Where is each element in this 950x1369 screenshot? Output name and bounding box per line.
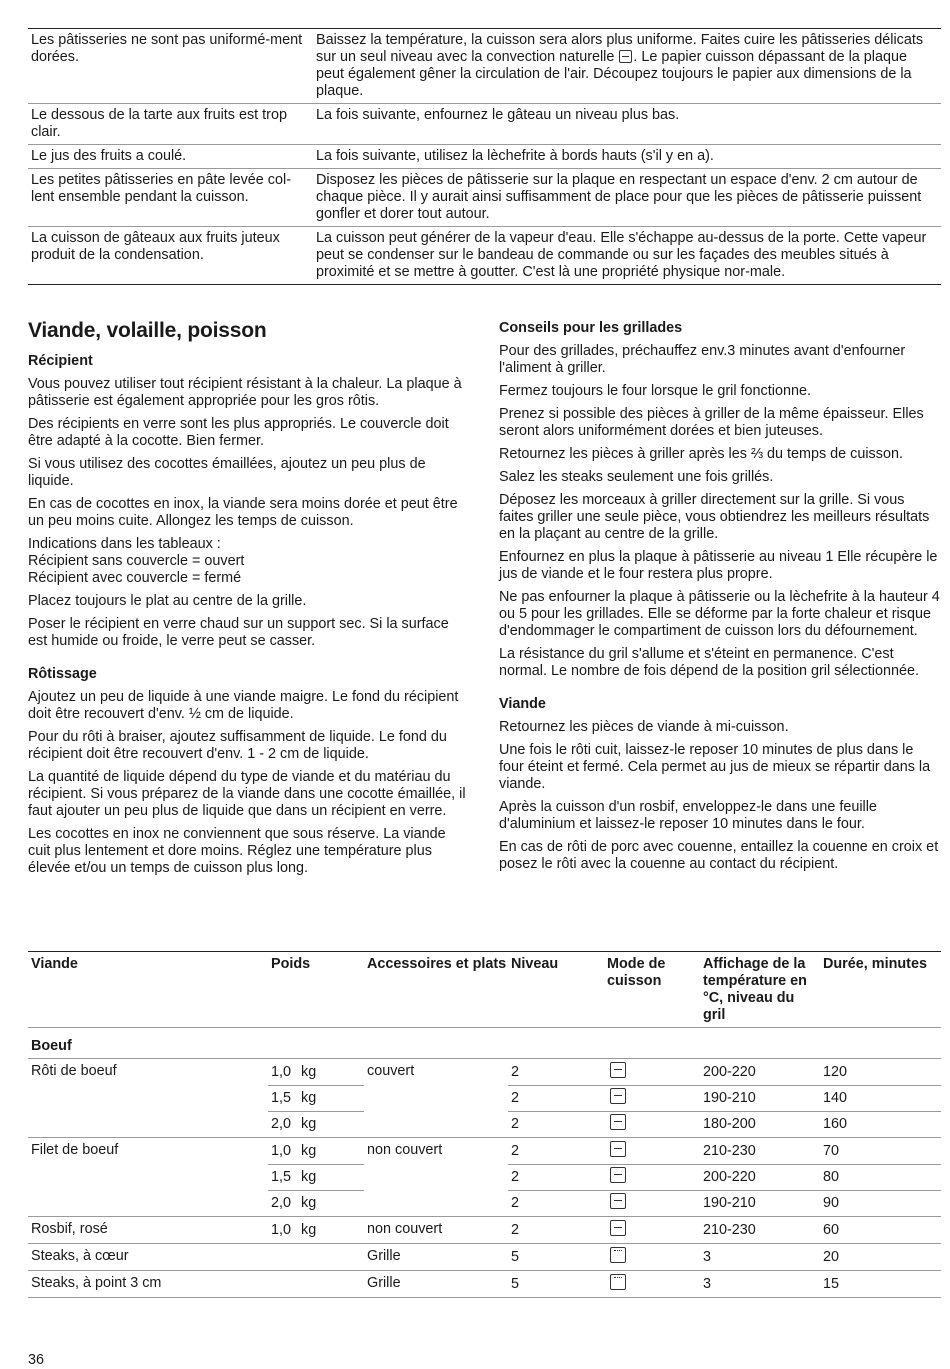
weight-cell bbox=[268, 1111, 364, 1137]
weight-value: 1,0 bbox=[271, 1142, 292, 1159]
duration-cell: 80 bbox=[823, 1169, 840, 1185]
problem-cell: Les pâtisseries ne sont pas uniformé-ment dorées. bbox=[31, 32, 303, 65]
section-title: Viande, volaille, poisson bbox=[28, 319, 267, 342]
header-niveau: Niveau bbox=[511, 956, 559, 972]
table-row bbox=[508, 1217, 941, 1243]
header-mode: Mode de cuisson bbox=[607, 956, 666, 989]
header-poids: Poids bbox=[271, 956, 311, 972]
level-cell: 2 bbox=[511, 1169, 520, 1185]
weight-cell bbox=[268, 1059, 364, 1085]
meat-table bbox=[28, 951, 941, 1298]
table-row bbox=[508, 1190, 941, 1216]
problem-cell: Le dessous de la tarte aux fruits est trop clair. bbox=[31, 107, 287, 140]
level-cell: 2 bbox=[511, 1063, 520, 1080]
temperature-cell: 210-230 bbox=[703, 1221, 756, 1238]
table-row bbox=[508, 1244, 941, 1270]
duration-cell: 20 bbox=[823, 1248, 840, 1265]
convection-icon bbox=[610, 1141, 626, 1157]
table-row bbox=[508, 1059, 941, 1085]
convection-icon bbox=[610, 1062, 626, 1078]
weight-unit: kg bbox=[301, 1221, 317, 1238]
temperature-cell: 200-220 bbox=[703, 1169, 756, 1185]
weight-cell bbox=[268, 1271, 364, 1297]
paragraph: Après la cuisson d'un rosbif, enveloppez-le dans une feuille d'aluminium et laissez-le reposer 10 minutes dans le four. bbox=[499, 799, 877, 832]
weight-cell bbox=[268, 1085, 364, 1111]
indications-line: Récipient sans couvercle = ouvert bbox=[28, 553, 245, 569]
paragraph: Déposez les morceaux à griller directement sur la grille. Si vous faites griller une seule pièce, vous obtiendrez les meilleurs résultats en la plaçant au centre de la grille. bbox=[499, 492, 930, 542]
weight-value: 1,5 bbox=[271, 1090, 292, 1106]
table-row bbox=[508, 1111, 941, 1137]
temperature-cell: 210-230 bbox=[703, 1142, 756, 1159]
table-row bbox=[508, 1085, 941, 1111]
solution-cell bbox=[316, 32, 941, 100]
paragraph: Salez les steaks seulement une fois grillés. bbox=[499, 469, 774, 485]
paragraph: Pour des grillades, préchauffez env.3 minutes avant d'enfourner l'aliment à griller. bbox=[499, 343, 906, 376]
recipient-heading: Récipient bbox=[28, 353, 93, 369]
weight-column bbox=[268, 1244, 364, 1270]
mode-cell bbox=[604, 1062, 700, 1083]
paragraph: Les cocottes en inox ne conviennent que sous réserve. La viande cuit plus lentement et dore moins. Réglez une température plus élevée et/ou un temps de cuisson plus long. bbox=[28, 826, 446, 876]
weight-column bbox=[268, 1059, 364, 1137]
mode-cell bbox=[604, 1088, 700, 1109]
values-column bbox=[508, 1138, 941, 1216]
paragraph: Ne pas enfourner la plaque à pâtisserie ou la lèchefrite à la hauteur 4 ou 5 pour les grillades. Elle se déforme par la forte chaleur et risque d'endommager le compartiment de cuisson lors du défournement. bbox=[499, 589, 940, 639]
level-cell: 2 bbox=[511, 1142, 520, 1159]
solution-text: Baissez la température, la cuisson sera alors plus uniforme. Faites cuire les pâtisseries délicats sur un seul niveau avec la convection naturelle bbox=[316, 32, 924, 65]
header-temperature: Affichage de la température en °C, niveau du gril bbox=[703, 956, 807, 1023]
mode-cell bbox=[604, 1193, 700, 1214]
weight-cell bbox=[268, 1164, 364, 1190]
troubleshoot-row bbox=[28, 169, 941, 227]
level-cell: 2 bbox=[511, 1090, 520, 1106]
troubleshoot-row bbox=[28, 145, 941, 169]
accessory: Grille bbox=[367, 1248, 401, 1264]
values-column bbox=[508, 1271, 941, 1297]
mode-cell bbox=[604, 1220, 700, 1241]
temperature-cell: 3 bbox=[703, 1275, 712, 1292]
problem-cell: Les petites pâtisseries en pâte levée col-lent ensemble pendant la cuisson. bbox=[31, 172, 291, 205]
weight-cell bbox=[268, 1190, 364, 1216]
convection-icon bbox=[610, 1193, 626, 1209]
indications-line: Indications dans les tableaux : bbox=[28, 536, 221, 552]
header-accessoires: Accessoires et plats bbox=[367, 956, 507, 972]
solution-text: . Le papier cuisson dépassant de la plaque peut également gêner la circulation de l'air. Découpez toujours le papier aux dimensions de la plaque. bbox=[316, 49, 912, 99]
grill-icon bbox=[610, 1247, 626, 1263]
paragraph: La résistance du gril s'allume et s'éteint en permanence. C'est normal. Le nombre de fois dépend de la position gril sélectionnée. bbox=[499, 646, 919, 679]
weight-unit: kg bbox=[301, 1090, 317, 1106]
page-number: 36 bbox=[28, 1352, 45, 1368]
paragraph: Fermez toujours le four lorsque le gril fonctionne. bbox=[499, 383, 811, 399]
meat-name: Filet de boeuf bbox=[31, 1142, 119, 1158]
grill-icon bbox=[610, 1274, 626, 1290]
weight-unit: kg bbox=[301, 1142, 317, 1159]
paragraph: En cas de rôti de porc avec couenne, entaillez la couenne en croix et posez le rôti avec la couenne au contact du récipient. bbox=[499, 839, 939, 872]
meat-name: Rosbif, rosé bbox=[31, 1221, 108, 1237]
duration-cell: 160 bbox=[823, 1116, 848, 1132]
paragraph: La quantité de liquide dépend du type de viande et du matériau du récipient. Si vous préparez de la viande dans une cocotte émaillée, il faut ajouter un peu plus de liquide que dans un récipient en verre. bbox=[28, 769, 466, 819]
problem-cell: Le jus des fruits a coulé. bbox=[31, 148, 187, 164]
meat-name: Steaks, à point 3 cm bbox=[31, 1275, 162, 1291]
troubleshoot-row bbox=[28, 29, 941, 104]
weight-cell bbox=[268, 1217, 364, 1243]
left-column bbox=[28, 318, 468, 883]
weight-column bbox=[268, 1217, 364, 1243]
convection-icon bbox=[619, 50, 632, 63]
temperature-cell: 3 bbox=[703, 1248, 712, 1265]
temperature-cell: 200-220 bbox=[703, 1063, 756, 1080]
duration-cell: 70 bbox=[823, 1142, 840, 1159]
level-cell: 2 bbox=[511, 1195, 520, 1211]
solution-cell: La fois suivante, utilisez la lèchefrite à bords hauts (s'il y en a). bbox=[316, 148, 714, 164]
duration-cell: 15 bbox=[823, 1275, 840, 1292]
paragraph: Poser le récipient en verre chaud sur un support sec. Si la surface est humide ou froide, le verre peut se casser. bbox=[28, 616, 449, 649]
paragraph: Prenez si possible des pièces à griller de la même épaisseur. Elles seront alors uniformément dorées et bien juteuses. bbox=[499, 406, 924, 439]
weight-value: 1,0 bbox=[271, 1221, 292, 1238]
accessory: non couvert bbox=[367, 1142, 443, 1158]
paragraph: Si vous utilisez des cocottes émaillées, ajoutez un peu plus de liquide. bbox=[28, 456, 426, 489]
troubleshoot-row bbox=[28, 104, 941, 145]
temperature-cell: 180-200 bbox=[703, 1116, 756, 1132]
solution-cell: La fois suivante, enfournez le gâteau un niveau plus bas. bbox=[316, 107, 680, 123]
mode-cell bbox=[604, 1114, 700, 1135]
weight-column bbox=[268, 1138, 364, 1216]
duration-cell: 90 bbox=[823, 1195, 840, 1211]
table-header bbox=[28, 952, 941, 1028]
weight-value: 2,0 bbox=[271, 1195, 292, 1211]
solution-cell: La cuisson peut générer de la vapeur d'eau. Elle s'échappe au-dessus de la porte. Cette vapeur peut se condenser sur le bandeau de commande ou sur les façades des meubles situés à proximité et se mettre à goutter. C'est là une propriété physique nor-male. bbox=[316, 230, 927, 280]
level-cell: 2 bbox=[511, 1116, 520, 1132]
level-cell: 2 bbox=[511, 1221, 520, 1238]
rotissage-heading: Rôtissage bbox=[28, 666, 97, 682]
duration-cell: 140 bbox=[823, 1090, 848, 1106]
header-viande: Viande bbox=[31, 956, 78, 972]
weight-unit: kg bbox=[301, 1169, 317, 1185]
duration-cell: 120 bbox=[823, 1063, 848, 1080]
duration-cell: 60 bbox=[823, 1221, 840, 1238]
mode-cell bbox=[604, 1167, 700, 1188]
troubleshoot-table bbox=[28, 28, 941, 285]
paragraph: Enfournez en plus la plaque à pâtisserie au niveau 1 Elle récupère le jus de viande et le four restera plus propre. bbox=[499, 549, 938, 582]
paragraph: Retournez les pièces à griller après les ⅔ du temps de cuisson. bbox=[499, 446, 903, 462]
table-row bbox=[508, 1164, 941, 1190]
temperature-cell: 190-210 bbox=[703, 1090, 756, 1106]
indications-line: Récipient avec couvercle = fermé bbox=[28, 570, 242, 586]
table-row-group bbox=[28, 1244, 941, 1271]
table-row bbox=[508, 1271, 941, 1297]
viande-heading: Viande bbox=[499, 696, 546, 712]
table-row-group bbox=[28, 1217, 941, 1244]
table-row-group bbox=[28, 1271, 941, 1298]
accessory: couvert bbox=[367, 1063, 415, 1079]
weight-unit: kg bbox=[301, 1063, 317, 1080]
meat-name: Rôti de boeuf bbox=[31, 1063, 117, 1079]
paragraph: Pour du rôti à braiser, ajoutez suffisamment de liquide. Le fond du récipient doit être recouvert d'env. 1 - 2 cm de liquide. bbox=[28, 729, 447, 762]
convection-icon bbox=[610, 1220, 626, 1236]
temperature-cell: 190-210 bbox=[703, 1195, 756, 1211]
mode-cell bbox=[604, 1247, 700, 1268]
paragraph: Retournez les pièces de viande à mi-cuisson. bbox=[499, 719, 789, 735]
convection-icon bbox=[610, 1167, 626, 1183]
paragraph: Placez toujours le plat au centre de la grille. bbox=[28, 593, 307, 609]
values-column bbox=[508, 1244, 941, 1270]
level-cell: 5 bbox=[511, 1275, 520, 1292]
level-cell: 5 bbox=[511, 1248, 520, 1265]
paragraph: Des récipients en verre sont les plus appropriés. Le couvercle doit être adapté à la cocotte. Bien fermer. bbox=[28, 416, 449, 449]
indications bbox=[28, 536, 468, 587]
convection-icon bbox=[610, 1114, 626, 1130]
solution-cell: Disposez les pièces de pâtisserie sur la plaque en respectant un espace d'env. 2 cm autour de chaque pièce. Il y aurait ainsi suffisamment de place pour que les pièces de pâtisserie puissent gonfler et dorer tout autour. bbox=[316, 172, 922, 222]
troubleshoot-row bbox=[28, 227, 941, 285]
header-duree: Durée, minutes bbox=[823, 956, 927, 972]
paragraph: Ajoutez un peu de liquide à une viande maigre. Le fond du récipient doit être recouvert d'env. ½ cm de liquide. bbox=[28, 689, 459, 722]
weight-column bbox=[268, 1271, 364, 1297]
accessory: non couvert bbox=[367, 1221, 443, 1237]
weight-unit: kg bbox=[301, 1195, 317, 1211]
paragraph: En cas de cocottes en inox, la viande sera moins dorée et peut être un peu moins cuite. Allongez les temps de cuisson. bbox=[28, 496, 458, 529]
paragraph: Une fois le rôti cuit, laissez-le reposer 10 minutes de plus dans le four éteint et fermé. Cela permet au jus de mieux se répartir dans la viande. bbox=[499, 742, 931, 792]
table-row-group bbox=[28, 1138, 941, 1217]
weight-unit: kg bbox=[301, 1116, 317, 1132]
table-row-group bbox=[28, 1059, 941, 1138]
accessory: Grille bbox=[367, 1275, 401, 1291]
mode-cell bbox=[604, 1141, 700, 1162]
weight-value: 2,0 bbox=[271, 1116, 292, 1132]
paragraph: Vous pouvez utiliser tout récipient résistant à la chaleur. La plaque à pâtisserie est également appropriée pour les gros rôtis. bbox=[28, 376, 462, 409]
right-column bbox=[499, 320, 941, 879]
mode-cell bbox=[604, 1274, 700, 1295]
values-column bbox=[508, 1059, 941, 1137]
weight-value: 1,5 bbox=[271, 1169, 292, 1185]
meat-name: Steaks, à cœur bbox=[31, 1248, 129, 1264]
convection-icon bbox=[610, 1088, 626, 1104]
table-row bbox=[508, 1138, 941, 1164]
weight-value: 1,0 bbox=[271, 1063, 292, 1080]
problem-cell: La cuisson de gâteaux aux fruits juteux produit de la condensation. bbox=[31, 230, 280, 263]
table-body bbox=[28, 1059, 941, 1298]
weight-cell bbox=[268, 1244, 364, 1270]
group-heading: Boeuf bbox=[28, 1028, 941, 1059]
values-column bbox=[508, 1217, 941, 1243]
weight-cell bbox=[268, 1138, 364, 1164]
grill-heading: Conseils pour les grillades bbox=[499, 320, 683, 336]
